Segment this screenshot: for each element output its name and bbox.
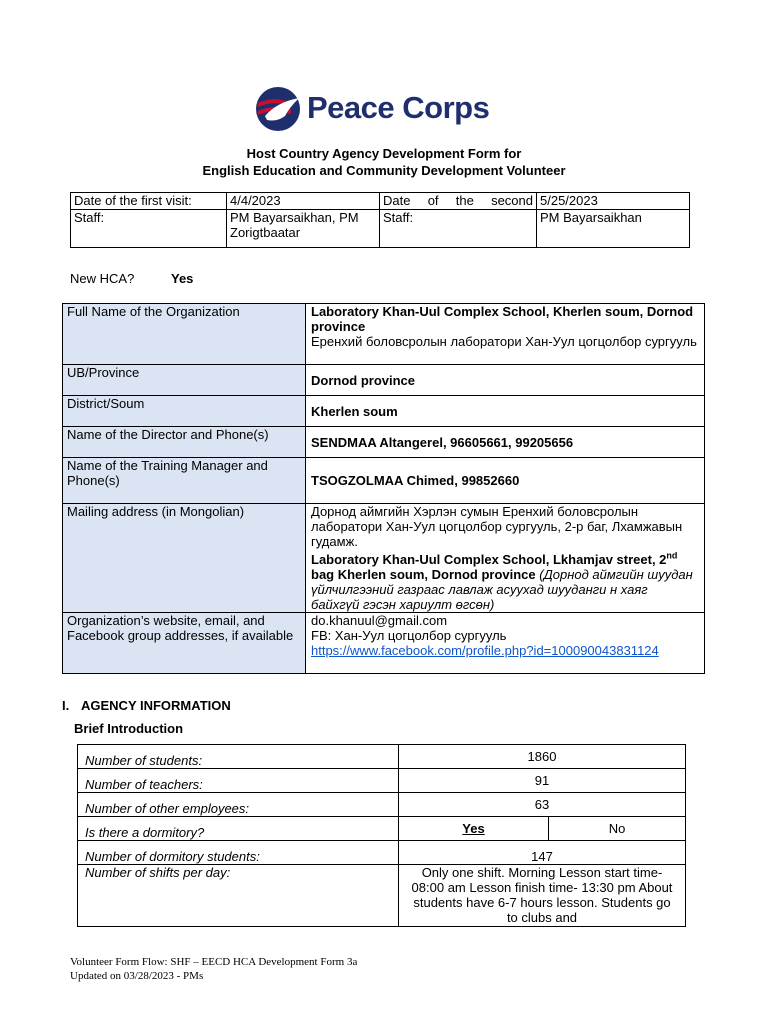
staff-label: Staff:	[71, 210, 227, 248]
mailing-en-a: Laboratory Khan-Uul Complex School, Lkhamjav street, 2	[311, 552, 667, 568]
second-visit-date: 5/25/2023	[537, 193, 690, 210]
dove-flag-icon	[255, 86, 303, 132]
dormitory-no: No	[549, 817, 686, 841]
mailing-value	[306, 504, 705, 613]
director-label: Name of the Director and Phone(s)	[63, 427, 306, 458]
dormitory-label: Is there a dormitory?	[78, 817, 399, 841]
facebook-link[interactable]: https://www.facebook.com/profile.php?id=100090043831124	[311, 643, 659, 659]
training-manager-value: TSOGZOLMAA Chimed, 99852660	[306, 458, 705, 504]
training-manager-label: Name of the Training Manager and Phone(s)	[63, 458, 306, 504]
footer-updated: Updated on 03/28/2023 - PMs	[70, 970, 204, 982]
brief-intro-table	[77, 744, 686, 927]
mailing-en-sup: nd	[666, 551, 678, 561]
staff-label-2: Staff:	[380, 210, 537, 248]
new-hca-label: New HCA?	[70, 271, 135, 286]
dorm-students-value: 147	[399, 841, 686, 865]
peace-corps-logo	[255, 86, 515, 132]
teachers-label: Number of teachers:	[78, 769, 399, 793]
district-value: Kherlen soum	[306, 396, 705, 427]
full-name-label: Full Name of the Organization	[63, 304, 306, 365]
website-value	[306, 613, 705, 674]
mailing-note: (Дорнод аймгийн шуудан үйлчилгээний газраас лавлаж асуухад шууданги н хаяг байхгүй гэсэн хариулт өгсөн)	[311, 567, 693, 613]
email-value: do.khanuul@gmail.com	[311, 613, 448, 629]
full-name-mn: Еренхий боловсролын лаборатори Хан-Уул цогцолбор сургууль	[311, 334, 697, 349]
director-value: SENDMAA Altangerel, 96605661, 99205656	[306, 427, 705, 458]
form-title-line2: English Education and Community Development Volunteer	[202, 163, 566, 178]
staff-second: PM Bayarsaikhan	[537, 210, 690, 248]
shifts-label: Number of shifts per day:	[78, 865, 399, 927]
new-hca-value: Yes	[171, 271, 194, 286]
facebook-group: FB: Хан-Уул цогцолбор сургууль	[311, 628, 507, 644]
full-name-value	[306, 304, 705, 365]
section-subheading: Brief Introduction	[74, 721, 184, 736]
organization-table	[62, 303, 705, 674]
section-heading: AGENCY INFORMATION	[81, 698, 231, 713]
first-visit-date: 4/4/2023	[227, 193, 380, 210]
first-visit-label: Date of the first visit:	[71, 193, 227, 210]
form-title-line1: Host Country Agency Development Form for	[246, 146, 522, 161]
website-label: Organization’s website, email, and Facebook group addresses, if available	[63, 613, 306, 674]
brand-name: Peace Corps	[307, 90, 490, 125]
mailing-en-b: bag Kherlen soum, Dornod province	[311, 567, 536, 583]
province-label: UB/Province	[63, 365, 306, 396]
section-number: I.	[62, 698, 70, 713]
dorm-students-label: Number of dormitory students:	[78, 841, 399, 865]
footer-form-flow: Volunteer Form Flow: SHF – EECD HCA Development Form 3a	[70, 956, 358, 968]
students-label: Number of students:	[78, 745, 399, 769]
full-name-en: Laboratory Khan-Uul Complex School, Kherlen soum, Dornod province	[311, 304, 694, 334]
teachers-value: 91	[399, 769, 686, 793]
shifts-value: Only one shift. Morning Lesson start time-08:00 am Lesson finish time- 13:30 pm About students have 6-7 hours lesson. Students go to clubs and	[399, 865, 686, 927]
staff-first: PM Bayarsaikhan, PM Zorigtbaatar	[227, 210, 380, 248]
province-value: Dornod province	[306, 365, 705, 396]
visit-table	[70, 192, 690, 248]
mailing-mn: Дорнод аймгийн Хэрлэн сумын Еренхий боловсролын лаборатори Хан-Уул цогцолбор сургууль, 2-р баг, Лхамжавын гудамж.	[311, 504, 683, 549]
dormitory-yes: Yes	[399, 817, 549, 841]
second-visit-label: Date of the second	[380, 193, 537, 210]
students-value: 1860	[399, 745, 686, 769]
mailing-label: Mailing address (in Mongolian)	[63, 504, 306, 613]
other-employees-value: 63	[399, 793, 686, 817]
other-employees-label: Number of other employees:	[78, 793, 399, 817]
district-label: District/Soum	[63, 396, 306, 427]
